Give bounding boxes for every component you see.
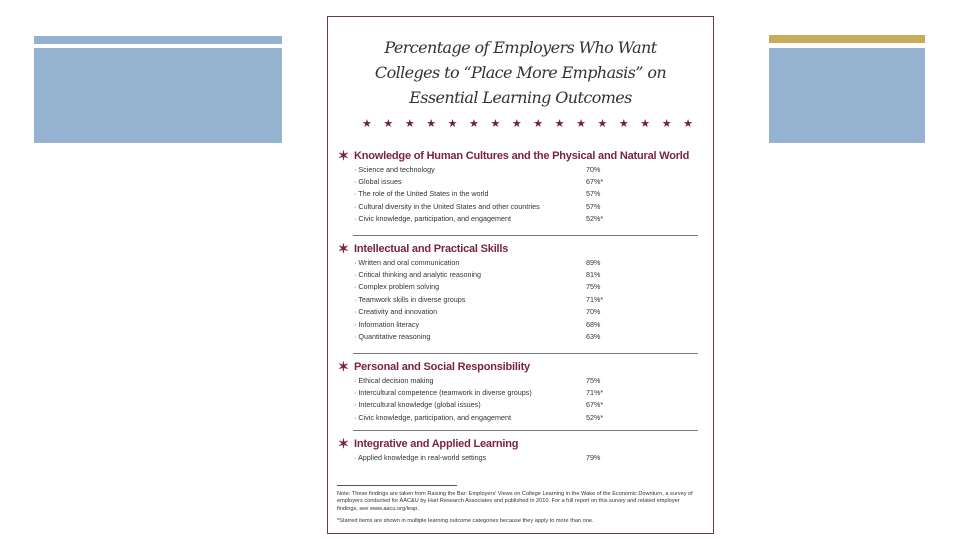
star-icon: ★ bbox=[490, 118, 501, 130]
left-placeholder-box bbox=[34, 48, 282, 143]
item-value: 75% bbox=[586, 375, 601, 385]
star-icon: ★ bbox=[426, 118, 437, 130]
outcome-section bbox=[338, 149, 698, 225]
starred-note-text: *Starred items are shown in multiple learning outcome categories because they apply to more than one. bbox=[337, 518, 594, 525]
item-label: · The role of the United States in the world bbox=[354, 189, 489, 199]
list-item bbox=[338, 293, 698, 305]
item-value: 63% bbox=[586, 332, 601, 342]
item-label: · Complex problem solving bbox=[354, 282, 440, 292]
list-item bbox=[338, 256, 698, 268]
item-label: · Creativity and innovation bbox=[354, 307, 438, 317]
section-heading bbox=[338, 360, 698, 374]
star-icon: ★ bbox=[447, 118, 458, 130]
item-value: 79% bbox=[586, 452, 601, 462]
item-value: 57% bbox=[586, 189, 601, 199]
right-accent-bar bbox=[769, 35, 925, 43]
item-value: 75% bbox=[586, 282, 601, 292]
item-label: · Civic knowledge, participation, and engagement bbox=[354, 214, 512, 224]
section-heading-text: Personal and Social Responsibility bbox=[354, 361, 530, 373]
star-bullet-icon: ✶ bbox=[338, 148, 349, 163]
section-divider bbox=[353, 430, 698, 431]
list-item bbox=[338, 386, 698, 398]
item-label: · Quantitative reasoning bbox=[354, 332, 431, 342]
item-value: 68% bbox=[586, 319, 601, 329]
star-icon: ★ bbox=[404, 118, 415, 130]
star-bullet-icon: ✶ bbox=[338, 436, 349, 451]
star-icon: ★ bbox=[383, 118, 394, 130]
item-value: 89% bbox=[586, 257, 601, 267]
document-title bbox=[328, 35, 713, 110]
item-value: 81% bbox=[586, 270, 601, 280]
document-image bbox=[327, 16, 714, 534]
star-icon: ★ bbox=[597, 118, 608, 130]
star-icon: ★ bbox=[576, 118, 586, 130]
star-icon: ★ bbox=[640, 118, 651, 130]
note-text: Note: These findings are taken from Raising the Bar: Employers' Views on College Learning in the Wake of the Economic Downturn, a survey of employers conducted for AAC&U by Hart Research Associates and published in 2010. For a full report on this survey and related employer findings, see www.aacu.org/leap. bbox=[337, 491, 693, 512]
star-divider bbox=[362, 117, 693, 130]
section-heading bbox=[338, 149, 698, 163]
item-value: 67%* bbox=[586, 400, 604, 410]
note-divider bbox=[337, 485, 457, 486]
section-heading-text: Knowledge of Human Cultures and the Physical and Natural World bbox=[354, 150, 690, 162]
section-divider bbox=[353, 353, 698, 354]
item-value: 52%* bbox=[586, 214, 604, 224]
star-icon: ★ bbox=[618, 118, 629, 130]
item-label: · Science and technology bbox=[354, 164, 435, 174]
item-value: 57% bbox=[586, 201, 601, 211]
star-icon: ★ bbox=[469, 118, 479, 130]
list-item bbox=[338, 175, 698, 187]
list-item bbox=[338, 188, 698, 200]
star-bullet-icon: ✶ bbox=[338, 241, 349, 256]
footnote bbox=[337, 491, 701, 526]
item-label: · Civic knowledge, participation, and engagement bbox=[354, 412, 512, 422]
outcome-section bbox=[338, 360, 698, 424]
list-item bbox=[338, 374, 698, 386]
list-item bbox=[338, 163, 698, 175]
item-label: · Critical thinking and analytic reasoning bbox=[354, 270, 482, 280]
outcome-section bbox=[338, 437, 698, 463]
left-accent-bar bbox=[34, 36, 282, 44]
star-icon: ★ bbox=[554, 118, 565, 130]
title-line: Colleges to “Place More Emphasis” on bbox=[374, 63, 667, 82]
star-icon: ★ bbox=[683, 118, 693, 130]
item-label: · Ethical decision making bbox=[354, 375, 434, 385]
list-item bbox=[338, 399, 698, 411]
star-icon: ★ bbox=[533, 118, 544, 130]
section-heading bbox=[338, 437, 698, 451]
item-label: · Applied knowledge in real-world settings bbox=[354, 452, 487, 462]
item-label: · Information literacy bbox=[354, 319, 420, 329]
section-heading bbox=[338, 242, 698, 256]
item-value: 67%* bbox=[586, 177, 604, 187]
item-value: 71%* bbox=[586, 294, 604, 304]
item-label: · Intercultural competence (teamwork in diverse groups) bbox=[354, 388, 532, 398]
star-icon: ★ bbox=[661, 118, 672, 130]
list-item bbox=[338, 306, 698, 318]
star-icon: ★ bbox=[511, 118, 522, 130]
list-item bbox=[338, 213, 698, 225]
outcome-section bbox=[338, 242, 698, 343]
list-item bbox=[338, 318, 698, 330]
section-heading-text: Integrative and Applied Learning bbox=[354, 438, 519, 450]
list-item bbox=[338, 411, 698, 423]
item-label: · Global issues bbox=[354, 177, 402, 187]
title-line: Percentage of Employers Who Want bbox=[384, 38, 657, 57]
list-item bbox=[338, 268, 698, 280]
list-item bbox=[338, 330, 698, 342]
star-icon: ★ bbox=[362, 118, 372, 130]
item-label: · Teamwork skills in diverse groups bbox=[354, 294, 466, 304]
section-divider bbox=[353, 235, 698, 236]
item-value: 70% bbox=[586, 307, 601, 317]
right-placeholder-box bbox=[769, 48, 925, 143]
list-item bbox=[338, 281, 698, 293]
item-label: · Cultural diversity in the United States and other countries bbox=[354, 201, 540, 211]
list-item bbox=[338, 451, 698, 463]
list-item bbox=[338, 200, 698, 212]
section-heading-text: Intellectual and Practical Skills bbox=[354, 243, 509, 255]
item-value: 70% bbox=[586, 164, 601, 174]
item-label: · Intercultural knowledge (global issues) bbox=[354, 400, 481, 410]
item-label: · Written and oral communication bbox=[354, 257, 460, 267]
item-value: 52%* bbox=[586, 412, 604, 422]
item-value: 71%* bbox=[586, 388, 604, 398]
title-line: Essential Learning Outcomes bbox=[409, 88, 632, 107]
star-bullet-icon: ✶ bbox=[338, 359, 349, 374]
